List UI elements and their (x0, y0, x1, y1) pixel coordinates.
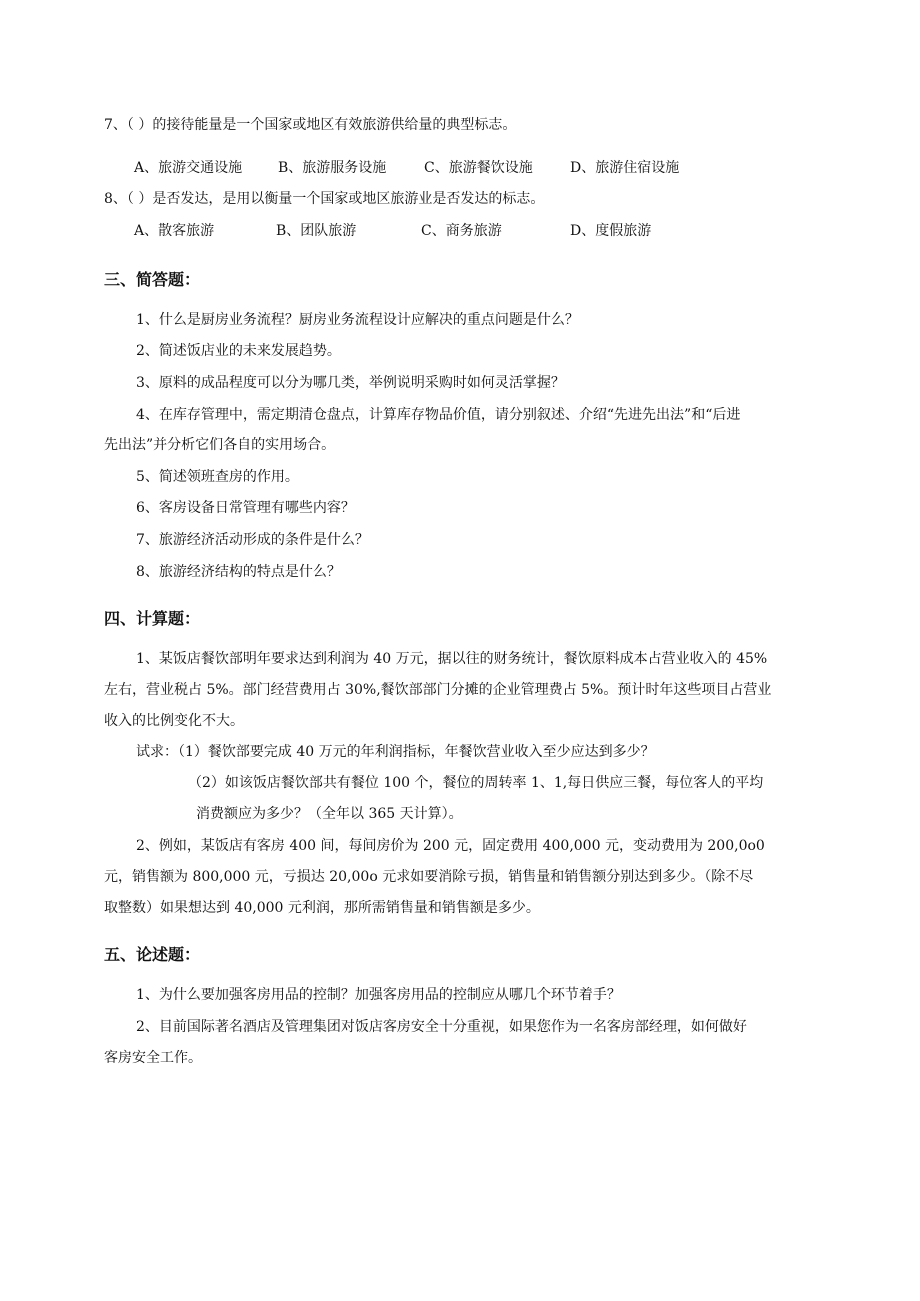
section-3-q3: 3、原料的成品程度可以分为哪几类，举例说明采购时如何灵活掌握？ (136, 375, 565, 391)
question-8-option-b: B、团队旅游 (276, 223, 357, 239)
section-4-p1-line2: 左右，营业税占 5%。部门经营费用占 30%,餐饮部部门分摊的企业管理费占 5%。预计时年这些项目占营业 (104, 682, 772, 698)
section-5-title: 五、论述题： (104, 945, 201, 964)
question-7-option-b: B、旅游服务设施 (278, 160, 387, 176)
section-5-q1: 1、为什么要加强客房用品的控制？加强客房用品的控制应从哪几个环节着手？ (136, 987, 621, 1003)
section-3-q4-line1: 4、在库存管理中，需定期清仓盘点，计算库存物品价值，请分别叙述、介绍“先进先出法”和“后进 (136, 407, 741, 423)
section-3-title: 三、简答题： (104, 270, 201, 289)
section-4-ask-2-line1: （2）如该饭店餐饮部共有餐位 100 个，餐位的周转率 1、1,每日供应三餐，每位客人的平均 (188, 775, 764, 791)
section-4-ask-2-line2: 消费额应为多少？（全年以 365 天计算）。 (196, 806, 463, 822)
question-8-option-d: D、度假旅游 (570, 223, 652, 239)
section-3-q8: 8、旅游经济结构的特点是什么？ (136, 564, 341, 580)
question-8-text: 8、（ ）是否发达，是用以衡量一个国家或地区旅游业是否发达的标志。 (104, 191, 545, 207)
question-7-option-c: C、旅游餐饮设施 (424, 160, 533, 176)
section-4-p2-line2: 元，销售额为 800,000 元，亏损达 20,00o 元求如要消除亏损，销售量和销售额分别达到多少。（除不尽 (104, 869, 754, 885)
question-8-option-a: A、散客旅游 (134, 223, 215, 239)
section-3-q5: 5、简述领班查房的作用。 (136, 469, 299, 485)
question-7-option-d: D、旅游住宿设施 (570, 160, 680, 176)
section-4-p1-line1: 1、某饭店餐饮部明年要求达到利润为 40 万元，据以往的财务统计，餐饮原料成本占营业收入的 45% (136, 651, 768, 667)
section-5-q2-line2: 客房安全工作。 (104, 1050, 202, 1066)
section-3-q6: 6、客房设备日常管理有哪些内容？ (136, 500, 355, 516)
section-4-p2-line1: 2、例如，某饭店有客房 400 间，每间房价为 200 元，固定费用 400,000 元，变动费用为 200,0o0 (136, 838, 765, 854)
question-7-text: 7、（ ）的接待能量是一个国家或地区有效旅游供给量的典型标志。 (104, 117, 517, 133)
question-8-option-c: C、商务旅游 (421, 223, 502, 239)
section-4-title: 四、计算题： (104, 609, 201, 628)
question-7-option-a: A、旅游交通设施 (134, 160, 243, 176)
section-3-q1: 1、什么是厨房业务流程？厨房业务流程设计应解决的重点问题是什么？ (136, 312, 579, 328)
section-4-p1-line3: 收入的比例变化不大。 (104, 713, 244, 729)
section-4-ask-1: 试求：（1）餐饮部要完成 40 万元的年利润指标，年餐饮营业收入至少应达到多少？ (136, 744, 655, 760)
section-3-q4-line2: 先出法”并分析它们各自的实用场合。 (104, 437, 336, 453)
section-4-p2-line3: 取整数）如果想达到 40,000 元利润，那所需销售量和销售额是多少。 (104, 900, 540, 916)
section-3-q7: 7、旅游经济活动形成的条件是什么？ (136, 532, 369, 548)
section-3-q2: 2、简述饭店业的未来发展趋势。 (136, 343, 341, 359)
section-5-q2-line1: 2、目前国际著名酒店及管理集团对饭店客房安全十分重视，如果您作为一名客房部经理，如何做好 (136, 1019, 747, 1035)
